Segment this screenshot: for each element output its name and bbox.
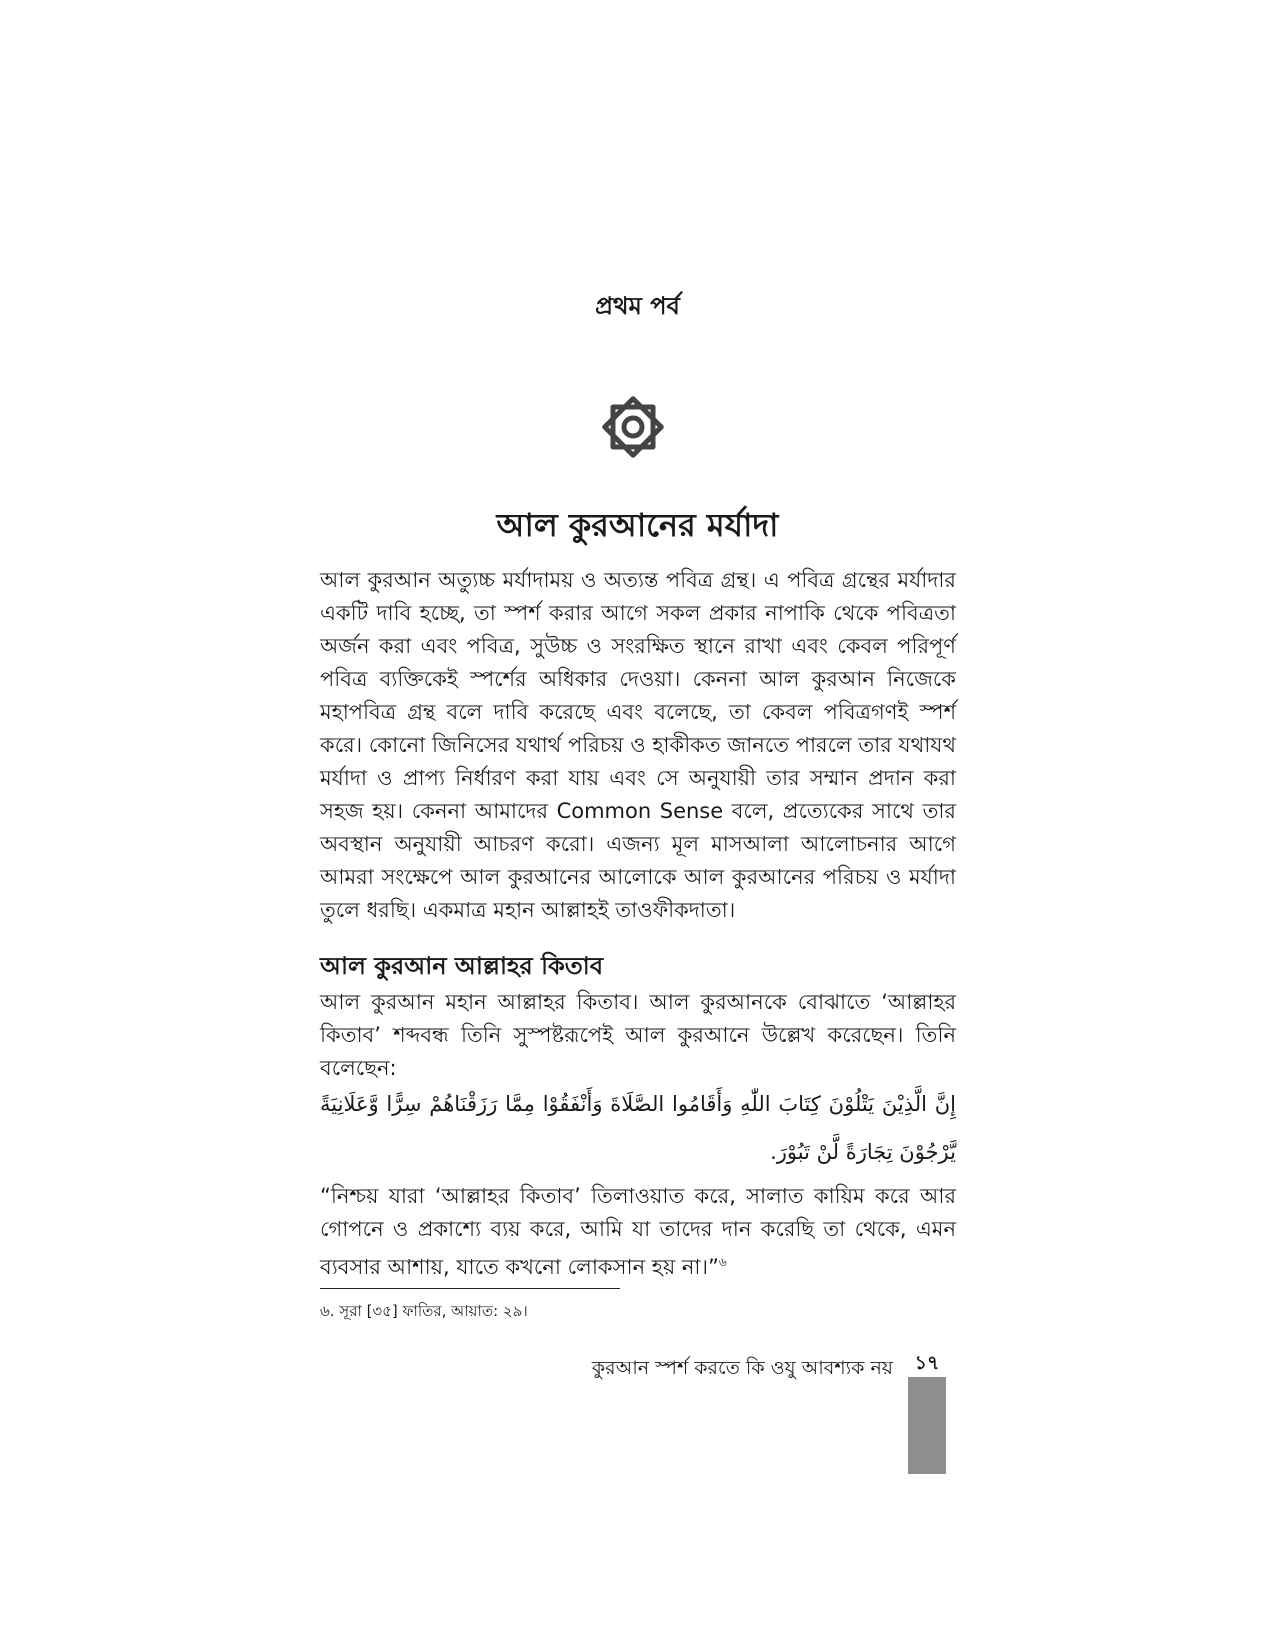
section-paragraph: আল কুরআন মহান আল্লাহর কিতাব। আল কুরআনকে বোঝাতে ‘আল্লাহর কিতাব’ শব্দবন্ধ তিনি সুস্পষ্টরূপেই আল কুরআনে উল্লেখ করেছেন। তিনি বলেছেন:: [320, 990, 956, 1080]
page-tab: [908, 1350, 946, 1474]
arabic-verse: إِنَّ الَّذِيْنَ يَتْلُوْنَ كِتَابَ اللّٰهِ وَأَقَامُوا الصَّلَاةَ وَأَنْفَقُوْا مِمَّا رَزَقْنَاهُمْ سِرًّا وَّعَلَانِيَةً يَّرْجُوْنَ تِجَارَةً لَّنْ تَبُوْرَ.: [320, 1092, 956, 1164]
footnote: ৬. সূরা [৩৫] ফাতির, আয়াত: ২৯।: [320, 1302, 528, 1320]
translation-quote: [320, 1180, 956, 1284]
footnote-marker: ৬: [718, 1255, 727, 1269]
page-number: ১৭: [908, 1350, 946, 1380]
islamic-star-ornament-icon: [596, 390, 670, 464]
intro-paragraph: আল কুরআন অত্যুচ্চ মর্যাদাময় ও অত্যন্ত পবিত্র গ্রন্থ। এ পবিত্র গ্রন্থের মর্যাদার একটি দাবি হচ্ছে, তা স্পর্শ করার আগে সকল প্রকার নাপাকি থেকে পবিত্রতা অর্জন করা এবং পবিত্র, সুউচ্চ ও সংরক্ষিত স্থানে রাখা এবং কেবল পরিপূর্ণ পবিত্র ব্যক্তিকেই স্পর্শের অধিকার দেওয়া। কেননা আল কুরআন নিজেকে মহাপবিত্র গ্রন্থ বলে দাবি করেছে এবং বলেছে, তা কেবল পবিত্রগণই স্পর্শ করে। কোনো জিনিসের যথার্থ পরিচয় ও হাকীকত জানতে পারলে তার যথাযথ মর্যাদা ও প্রাপ্য নির্ধারণ করা যায় এবং সে অনুযায়ী তার সম্মান প্রদান করা সহজ হয়। কেননা আমাদের Common Sense বলে, প্রত্যেকের সাথে তার অবস্থান অনুযায়ী আচরণ করো। এজন্য মূল মাসআলা আলোচনার আগে আমরা সংক্ষেপে আল কুরআনের আলোকে আল কুরআনের পরিচয় ও মর্যাদা তুলে ধরছি। একমাত্র মহান আল্লাহই তাওফীকদাতা।: [320, 568, 956, 922]
footnote-divider: [320, 1288, 620, 1289]
chapter-title: আল কুরআনের মর্যাদা: [496, 506, 779, 544]
running-title: কুরআন স্পর্শ করতে কি ওযু আবশ্যক নয়: [591, 1357, 893, 1379]
translation-quote-text: “নিশ্চয় যারা ‘আল্লাহর কিতাব’ তিলাওয়াত করে, সালাত কায়িম করে আর গোপনে ও প্রকাশ্যে ব্যয় করে, আমি যা তাদের দান করেছি তা থেকে, এমন ব্যবসার আশায়, যাতে কখনো লোকসান হয় না।”: [320, 1184, 956, 1279]
section-heading: আল কুরআন আল্লাহর কিতাব: [320, 952, 604, 980]
part-title: প্রথম পর্ব: [595, 292, 680, 320]
